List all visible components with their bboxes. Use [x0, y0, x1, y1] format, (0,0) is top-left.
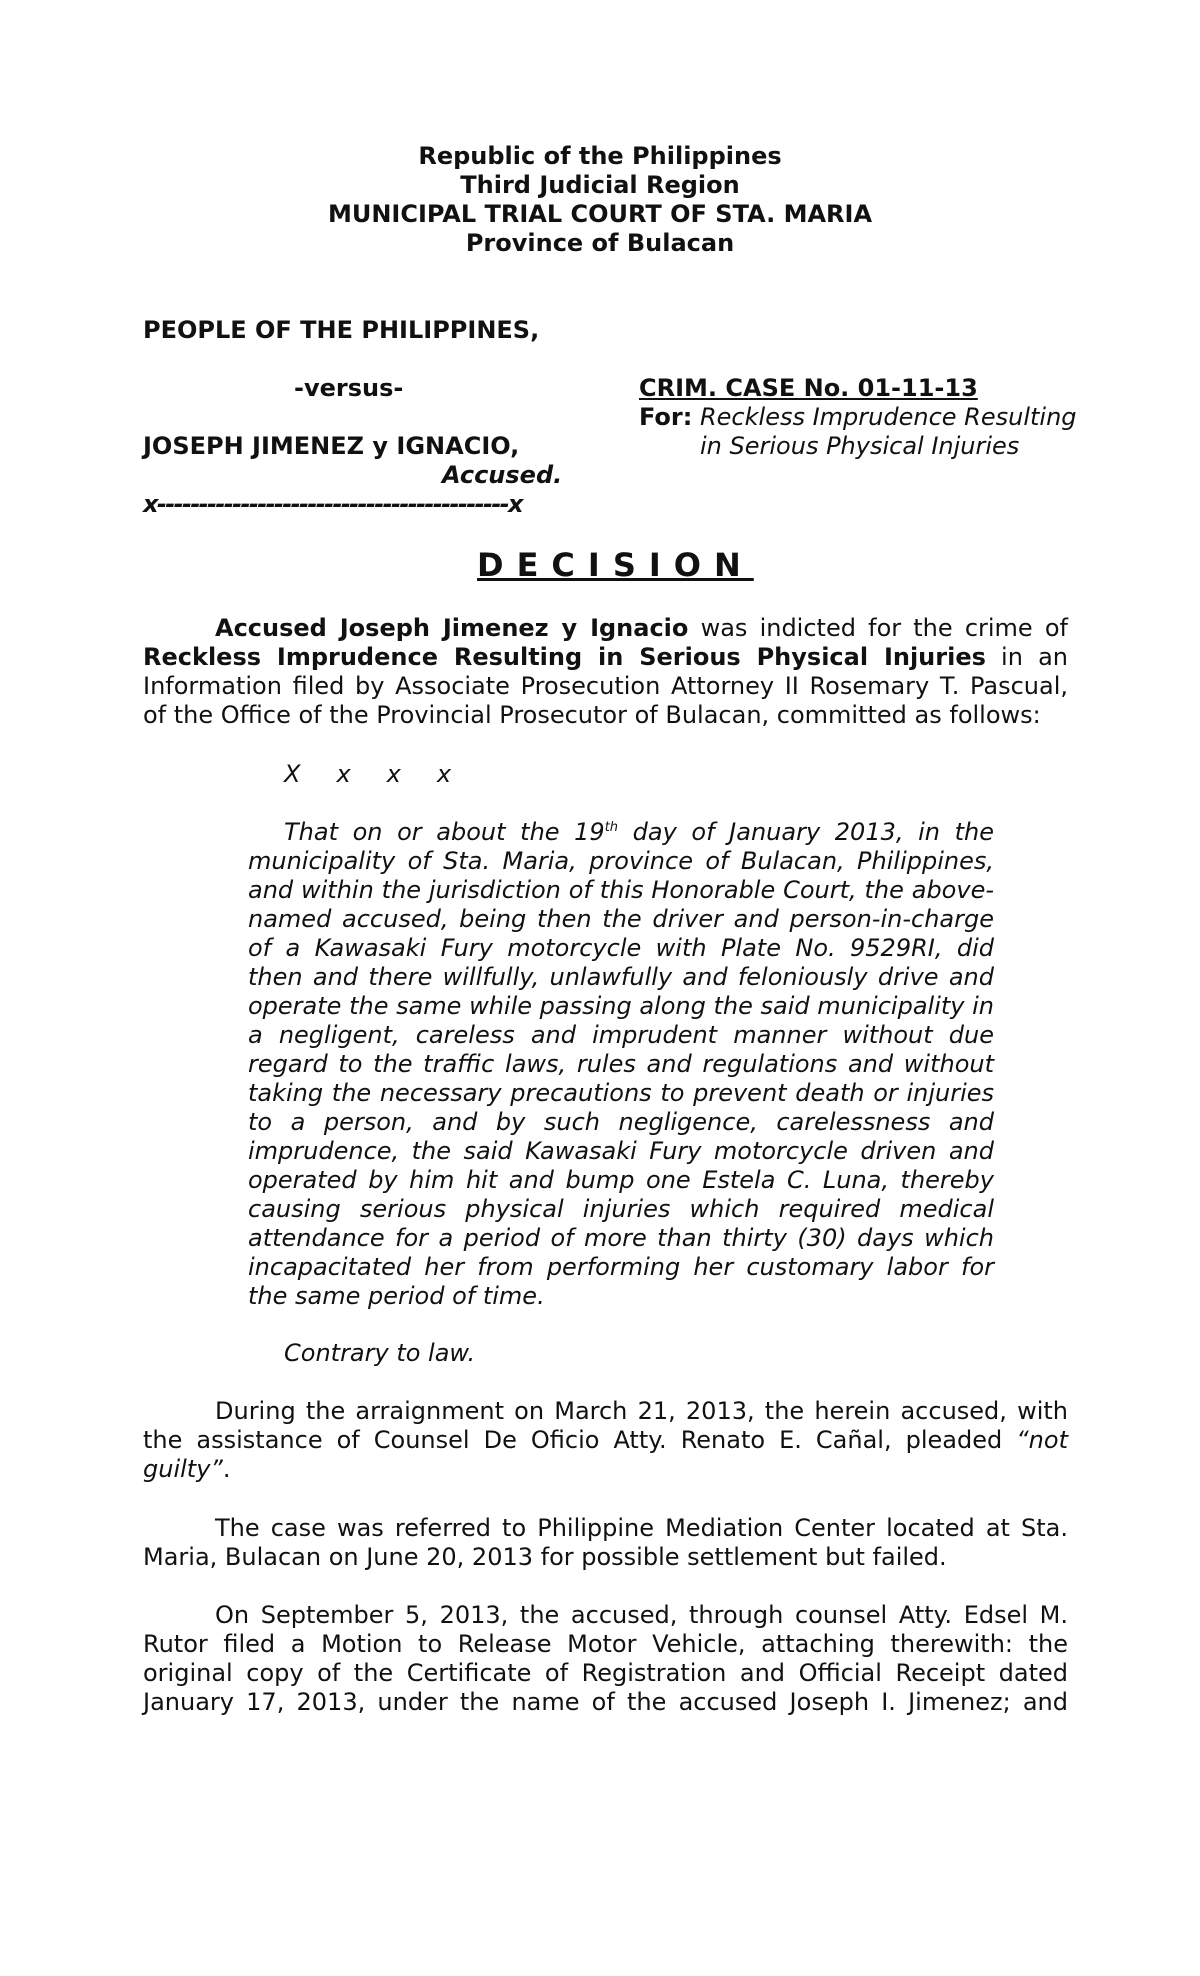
caption-accused-label: Accused.	[442, 461, 563, 489]
information-quote	[248, 818, 994, 1311]
xxxx-3: x	[386, 760, 401, 788]
contrary-to-law: Contrary to law.	[284, 1339, 476, 1367]
ellipsis-xxxx	[284, 760, 451, 789]
case-for-line2: in Serious Physical Injuries	[700, 432, 1020, 460]
case-for-label: For:	[639, 403, 693, 431]
para1-text-a: was indicted for the crime of	[688, 614, 1068, 642]
para2-end: .	[222, 1455, 231, 1483]
caption-accused-name: JOSEPH JIMENEZ y IGNACIO,	[143, 432, 520, 460]
para2-plea: “not guilty”	[143, 1426, 1068, 1483]
paragraph-mediation: The case was referred to Philippine Mediation Center located at Sta. Maria, Bulacan on June 20, 2013 for possible settlement but failed.	[143, 1514, 1068, 1571]
info-first: That on or about the 19	[284, 818, 605, 846]
caption-plaintiff: PEOPLE OF THE PHILIPPINES,	[143, 316, 540, 344]
case-for	[639, 403, 1077, 432]
header-province: Province of Bulacan	[465, 229, 735, 257]
accused-name-bold: Accused Joseph Jimenez y Ignacio	[215, 614, 689, 642]
paragraph-arraignment	[143, 1397, 1068, 1484]
para2-text: During the arraignment on March 21, 2013, the herein accused, with the assistance of Counsel De Oficio Atty. Renato E. Cañal, pleaded	[143, 1397, 1068, 1454]
info-rest: day of January 2013, in the municipality of Sta. Maria, province of Bulacan, Philippines, and within the jurisdiction of this Honorable Court, the above-named accused, being then the driver and person-in-charge of a Kawasaki Fury motorcycle with Plate No. 9529RI, did then and there willfully, unlawfully and feloniously drive and operate the same while passing along the said municipality in a negligent, careless and imprudent manner without due regard to the traffic laws, rules and regulations and without taking the necessary precautions to prevent death or injuries to a person, and by such negligence, carelessness and imprudence, the said Kawasaki Fury motorcycle driven and operated by him hit and bump one Estela C. Luna, thereby causing serious physical injuries which required medical attendance for a period of more than thirty (30) days which incapacitated her from performing her customary labor for the same period of time.	[248, 818, 994, 1310]
caption-separator: x------------------------------------------x	[143, 490, 522, 518]
para1-text-b: in an Information filed by Associate Prosecution Attorney II Rosemary T. Pascual, of the Office of the Provincial Prosecutor of Bulacan, committed as follows:	[143, 643, 1068, 729]
header-republic: Republic of the Philippines	[418, 142, 782, 170]
case-number: CRIM. CASE No. 01-11-13	[639, 374, 978, 402]
xxxx-1: X	[284, 760, 301, 788]
xxxx-4: x	[436, 760, 452, 788]
decision-title: DECISION	[477, 546, 754, 584]
header-region: Third Judicial Region	[460, 171, 740, 199]
header-court: MUNICIPAL TRIAL COURT OF STA. MARIA	[327, 200, 873, 228]
info-sup: th	[604, 820, 619, 835]
paragraph-indictment	[143, 614, 1068, 730]
crime-bold: Reckless Imprudence Resulting in Serious Physical Injuries	[143, 643, 986, 671]
case-for-line1: Reckless Imprudence Resulting	[699, 403, 1077, 431]
caption-versus: -versus-	[294, 374, 404, 402]
xxxx-2: x	[336, 760, 351, 788]
paragraph-motion: On September 5, 2013, the accused, through counsel Atty. Edsel M. Rutor filed a Motion to Release Motor Vehicle, attaching therewith: the original copy of the Certificate of Registration and Official Receipt dated January 17, 2013, under the name of the accused Joseph I. Jimenez; and	[143, 1601, 1068, 1716]
